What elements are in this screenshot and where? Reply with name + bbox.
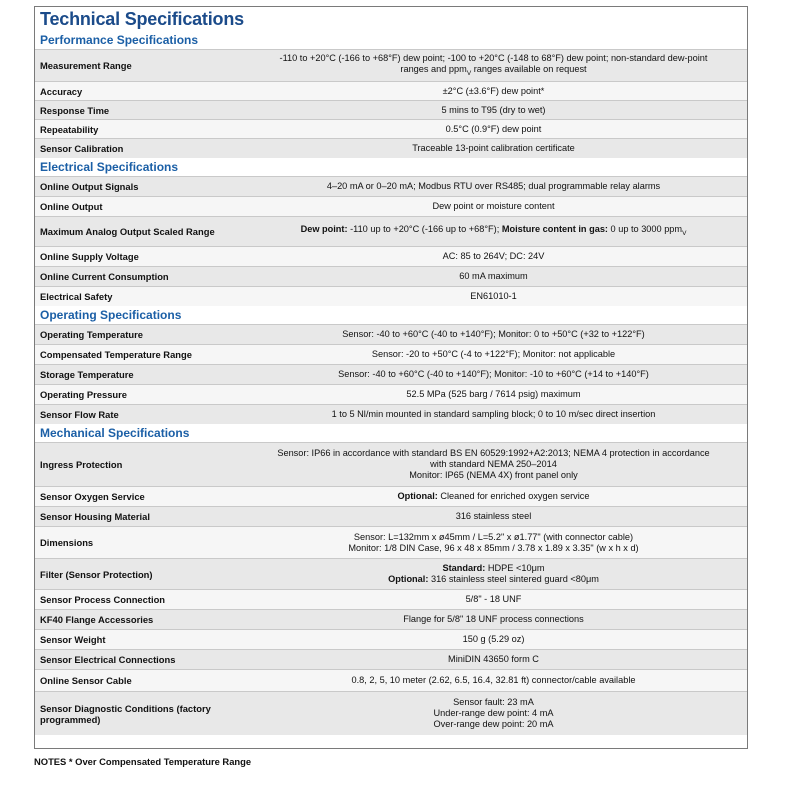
spec-label: Ingress Protection (40, 459, 123, 470)
spec-row (35, 404, 747, 424)
spec-row (35, 506, 747, 526)
spec-row (35, 629, 747, 649)
spec-row (35, 119, 747, 138)
spec-value: Sensor: -40 to +60°C (-40 to +140°F); Monitor: 0 to +50°C (+32 to +122°F) (342, 329, 645, 339)
spec-label: Filter (Sensor Protection) (40, 568, 153, 580)
spec-row (35, 669, 747, 691)
spec-label: Sensor Diagnostic Conditions (factory programmed) (40, 702, 211, 725)
spec-row (35, 176, 747, 196)
spec-label: Dimensions (40, 537, 94, 548)
spec-row (35, 384, 747, 404)
spec-label: Online Sensor Cable (40, 675, 132, 686)
spec-label: Sensor Flow Rate (40, 409, 119, 420)
spec-value: Dew point: -110 up to +20°C (-166 up to +68°F); Moisture content in gas: 0 up to 3000 ppm$_V$ (300, 224, 687, 237)
spec-label: Sensor Housing Material (40, 511, 150, 522)
spec-label: Repeatability (40, 123, 99, 135)
spec-value: 316 stainless steel (455, 511, 532, 521)
spec-value: Standard: HDPE <10μm Optional: 316 stainless steel sintered guard <80μm (388, 563, 599, 584)
spec-row (35, 246, 747, 266)
spec-label: Maximum Analog Output Scaled Range (40, 226, 215, 237)
spec-label: KF40 Flange Accessories (40, 614, 154, 625)
spec-value: EN61010-1 (470, 291, 517, 301)
spec-value: 1 to 5 Nl/min mounted in standard sampling block; 0 to 10 m/sec direct insertion (331, 409, 656, 419)
section-heading: Electrical Specifications (35, 158, 747, 176)
spec-table (35, 31, 747, 735)
spec-label: Compensated Temperature Range (40, 349, 192, 360)
spec-row (35, 100, 747, 119)
spec-label: Sensor Calibration (40, 143, 124, 154)
footnote: NOTES * Over Compensated Temperature Range (34, 756, 252, 767)
spec-label: Response Time (40, 104, 110, 116)
spec-label: Sensor Oxygen Service (40, 491, 145, 502)
spec-label: Sensor Weight (40, 634, 106, 645)
page-title: Technical Specifications (40, 9, 244, 29)
spec-label: Online Output Signals (40, 181, 139, 192)
spec-value: Traceable 13-point calibration certificate (412, 143, 575, 153)
spec-value: Sensor: L=132mm x ø45mm / L=5.2" x ø1.77" (with connector cable) Monitor: 1/8 DIN Case, 96 x 48 x 85mm / 3.78 x 1.89 x 3.35" (w x h x d) (348, 531, 639, 553)
spec-value: Flange for 5/8" 18 UNF process connections (403, 614, 584, 624)
spec-sheet (34, 6, 748, 749)
spec-value: 0.5°C (0.9°F) dew point (445, 123, 542, 134)
spec-value: AC: 85 to 264V; DC: 24V (442, 251, 545, 261)
spec-value: 52.5 MPa (525 barg / 7614 psig) maximum (406, 389, 581, 399)
spec-row (35, 609, 747, 629)
spec-value: 4–20 mA or 0–20 mA; Modbus RTU over RS485; dual programmable relay alarms (326, 181, 661, 191)
spec-label: Online Current Consumption (40, 271, 169, 282)
spec-row (35, 49, 747, 81)
spec-row (35, 486, 747, 506)
spec-value: 150 g (5.29 oz) (462, 634, 525, 644)
spec-value: 0.8, 2, 5, 10 meter (2.62, 6.5, 16.4, 32.81 ft) connector/cable available (351, 675, 636, 685)
spec-label: Sensor Electrical Connections (40, 654, 176, 665)
spec-label: Operating Pressure (40, 389, 128, 400)
spec-row (35, 216, 747, 246)
spec-row (35, 649, 747, 669)
spec-value: Dew point or moisture content (432, 201, 555, 211)
spec-value: -110 to +20°C (-166 to +68°F) dew point; -100 to +20°C (-148 to 68°F) dew point; non-standard dew-point ranges and ppm$_V$ ranges available on request (279, 52, 708, 77)
spec-row (35, 196, 747, 216)
section-heading: Operating Specifications (35, 306, 747, 324)
spec-row (35, 691, 747, 735)
spec-label: Storage Temperature (40, 369, 134, 380)
spec-value: MiniDIN 43650 form C (448, 654, 539, 664)
spec-label: Online Supply Voltage (40, 251, 139, 262)
spec-label: Operating Temperature (40, 329, 143, 340)
spec-value: 5/8" - 18 UNF (465, 594, 522, 604)
spec-row (35, 558, 747, 589)
section-heading: Mechanical Specifications (35, 424, 747, 442)
spec-row (35, 526, 747, 558)
spec-value: Optional: Cleaned for enriched oxygen service (397, 491, 590, 501)
spec-row (35, 81, 747, 100)
section-heading: Performance Specifications (35, 31, 747, 49)
spec-row (35, 286, 747, 306)
spec-label: Online Output (40, 201, 103, 212)
spec-row (35, 324, 747, 344)
spec-row (35, 589, 747, 609)
spec-value: ±2°C (±3.6°F) dew point* (442, 85, 545, 96)
spec-label: Accuracy (40, 85, 83, 97)
spec-value: Sensor: -40 to +60°C (-40 to +140°F); Monitor: -10 to +60°C (+14 to +140°F) (338, 369, 649, 379)
spec-value: Sensor: -20 to +50°C (-4 to +122°F); Monitor: not applicable (371, 349, 616, 359)
spec-label: Measurement Range (40, 60, 132, 71)
spec-row (35, 442, 747, 486)
spec-row (35, 364, 747, 384)
spec-row (35, 266, 747, 286)
spec-value: 5 mins to T95 (dry to wet) (441, 104, 546, 115)
spec-value: 60 mA maximum (459, 271, 528, 281)
spec-row (35, 138, 747, 158)
spec-label: Electrical Safety (40, 291, 113, 302)
spec-value: Sensor fault: 23 mA Under-range dew point: 4 mA Over-range dew point: 20 mA (433, 697, 554, 729)
spec-label: Sensor Process Connection (40, 594, 166, 605)
spec-row (35, 344, 747, 364)
spec-value: Sensor: IP66 in accordance with standard BS EN 60529:1992+A2:2013; NEMA 4 protection in accordance with standard NEMA 250–2014 Monitor: IP65 (NEMA 4X) front panel only (277, 448, 710, 480)
